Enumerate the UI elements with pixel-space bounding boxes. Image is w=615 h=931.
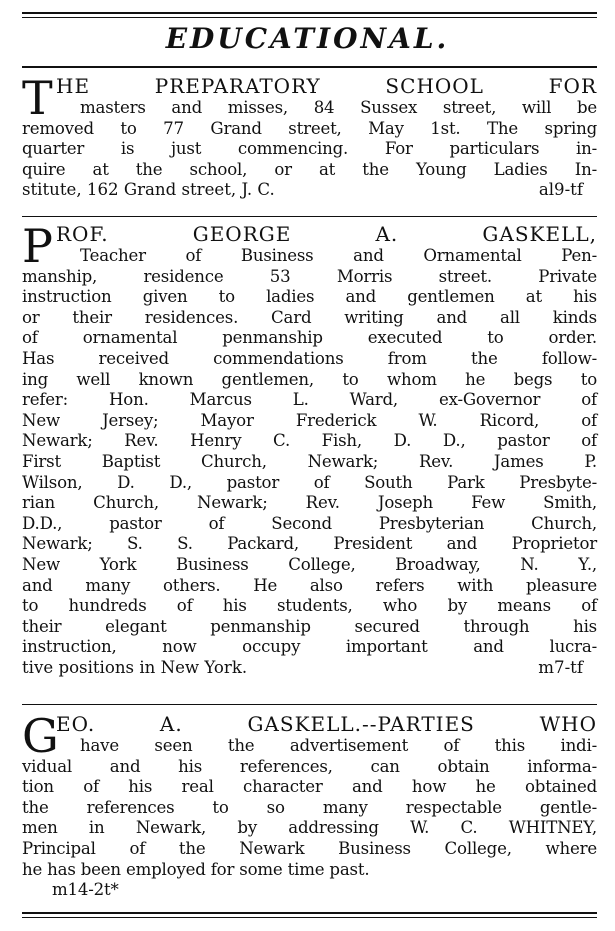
- ad-line: EO. A. GASKELL.--PARTIES WHO: [56, 712, 597, 736]
- ad-gaskell-penmanship: [22, 219, 597, 678]
- ad-line: he has been employed for some time past.: [22, 859, 370, 879]
- ad-line: Has received commendations from the follow-: [22, 348, 597, 368]
- ad-line: men in Newark, by addressing W. C. WHITNEY,: [22, 818, 597, 838]
- ad-line: Newark; Rev. Henry C. Fish, D. D., pastor of: [22, 431, 597, 451]
- ad-line: tion of his real character and how he obtained: [22, 777, 597, 797]
- ad-divider: [22, 216, 597, 217]
- ad-tag: m7-tf: [538, 657, 583, 677]
- top-rule: [22, 12, 597, 18]
- ad-line: rian Church, Newark; Rev. Joseph Few Smith,: [22, 493, 597, 513]
- ad-line: Principal of the Newark Business College, where: [22, 838, 597, 858]
- title-rule: [22, 66, 597, 68]
- ad-line: and many others. He also refers with pleasure: [22, 575, 597, 595]
- ad-line: to hundreds of his students, who by means of: [22, 596, 597, 616]
- drop-cap: G: [22, 709, 59, 763]
- ad-gaskell-parties: [22, 709, 597, 901]
- ad-tag: m14-2t*: [52, 880, 119, 900]
- ad-line: Teacher of Business and Ornamental Pen-: [80, 246, 597, 265]
- ad-line: Wilson, D. D., pastor of South Park Presbyte-: [22, 472, 597, 492]
- ad-line: have seen the advertisement of this indi-: [80, 736, 597, 755]
- ad-line: instruction given to ladies and gentlemen at his: [22, 287, 597, 307]
- ad-line: HE PREPARATORY SCHOOL FOR: [56, 74, 597, 98]
- ad-line: tive positions in New York.: [22, 657, 248, 677]
- ad-line: the references to so many respectable gentle-: [22, 797, 597, 817]
- ad-tag: al9-tf: [538, 180, 583, 200]
- ad-line: First Baptist Church, Newark; Rev. James P.: [22, 451, 597, 471]
- ad-line: ing well known gentlemen, to whom he begs to: [22, 369, 597, 389]
- ad-line: their elegant penmanship secured through his: [22, 616, 597, 636]
- ad-line: quire at the school, or at the Young Ladies In-: [22, 159, 597, 179]
- drop-cap: P: [22, 219, 53, 273]
- ad-last-line: [22, 658, 597, 679]
- ad-line: refer: Hon. Marcus L. Ward, ex-Governor of: [22, 390, 597, 410]
- ad-line: instruction, now occupy important and lucra-: [22, 637, 597, 657]
- ad-preparatory-school: [22, 71, 597, 201]
- ad-line: masters and misses, 84 Sussex street, will be: [80, 98, 597, 117]
- ad-line: manship, residence 53 Morris street. Private: [22, 266, 597, 286]
- ad-line: or their residences. Card writing and all kinds: [22, 307, 597, 327]
- ad-line: Newark; S. S. Packard, President and Proprietor: [22, 534, 597, 554]
- ad-divider: [22, 704, 597, 705]
- section-title: EDUCATIONAL.: [165, 22, 450, 55]
- ad-line: ROF. GEORGE A. GASKELL,: [56, 222, 597, 246]
- ad-line: quarter is just commencing. For particulars in-: [22, 139, 597, 159]
- ad-last-line: [22, 180, 597, 201]
- ad-line: New Jersey; Mayor Frederick W. Ricord, of: [22, 410, 597, 430]
- ad-line: vidual and his references, can obtain informa-: [22, 756, 597, 776]
- ad-line: stitute, 162 Grand street, J. C.: [22, 180, 275, 200]
- ad-line: D.D., pastor of Second Presbyterian Church,: [22, 513, 597, 533]
- drop-cap: T: [22, 71, 53, 125]
- ad-line: New York Business College, Broadway, N. Y.,: [22, 554, 597, 574]
- bottom-rule: [22, 912, 597, 918]
- ad-line: of ornamental penmanship executed to order.: [22, 328, 597, 348]
- ad-line: removed to 77 Grand street, May 1st. The spring: [22, 118, 597, 138]
